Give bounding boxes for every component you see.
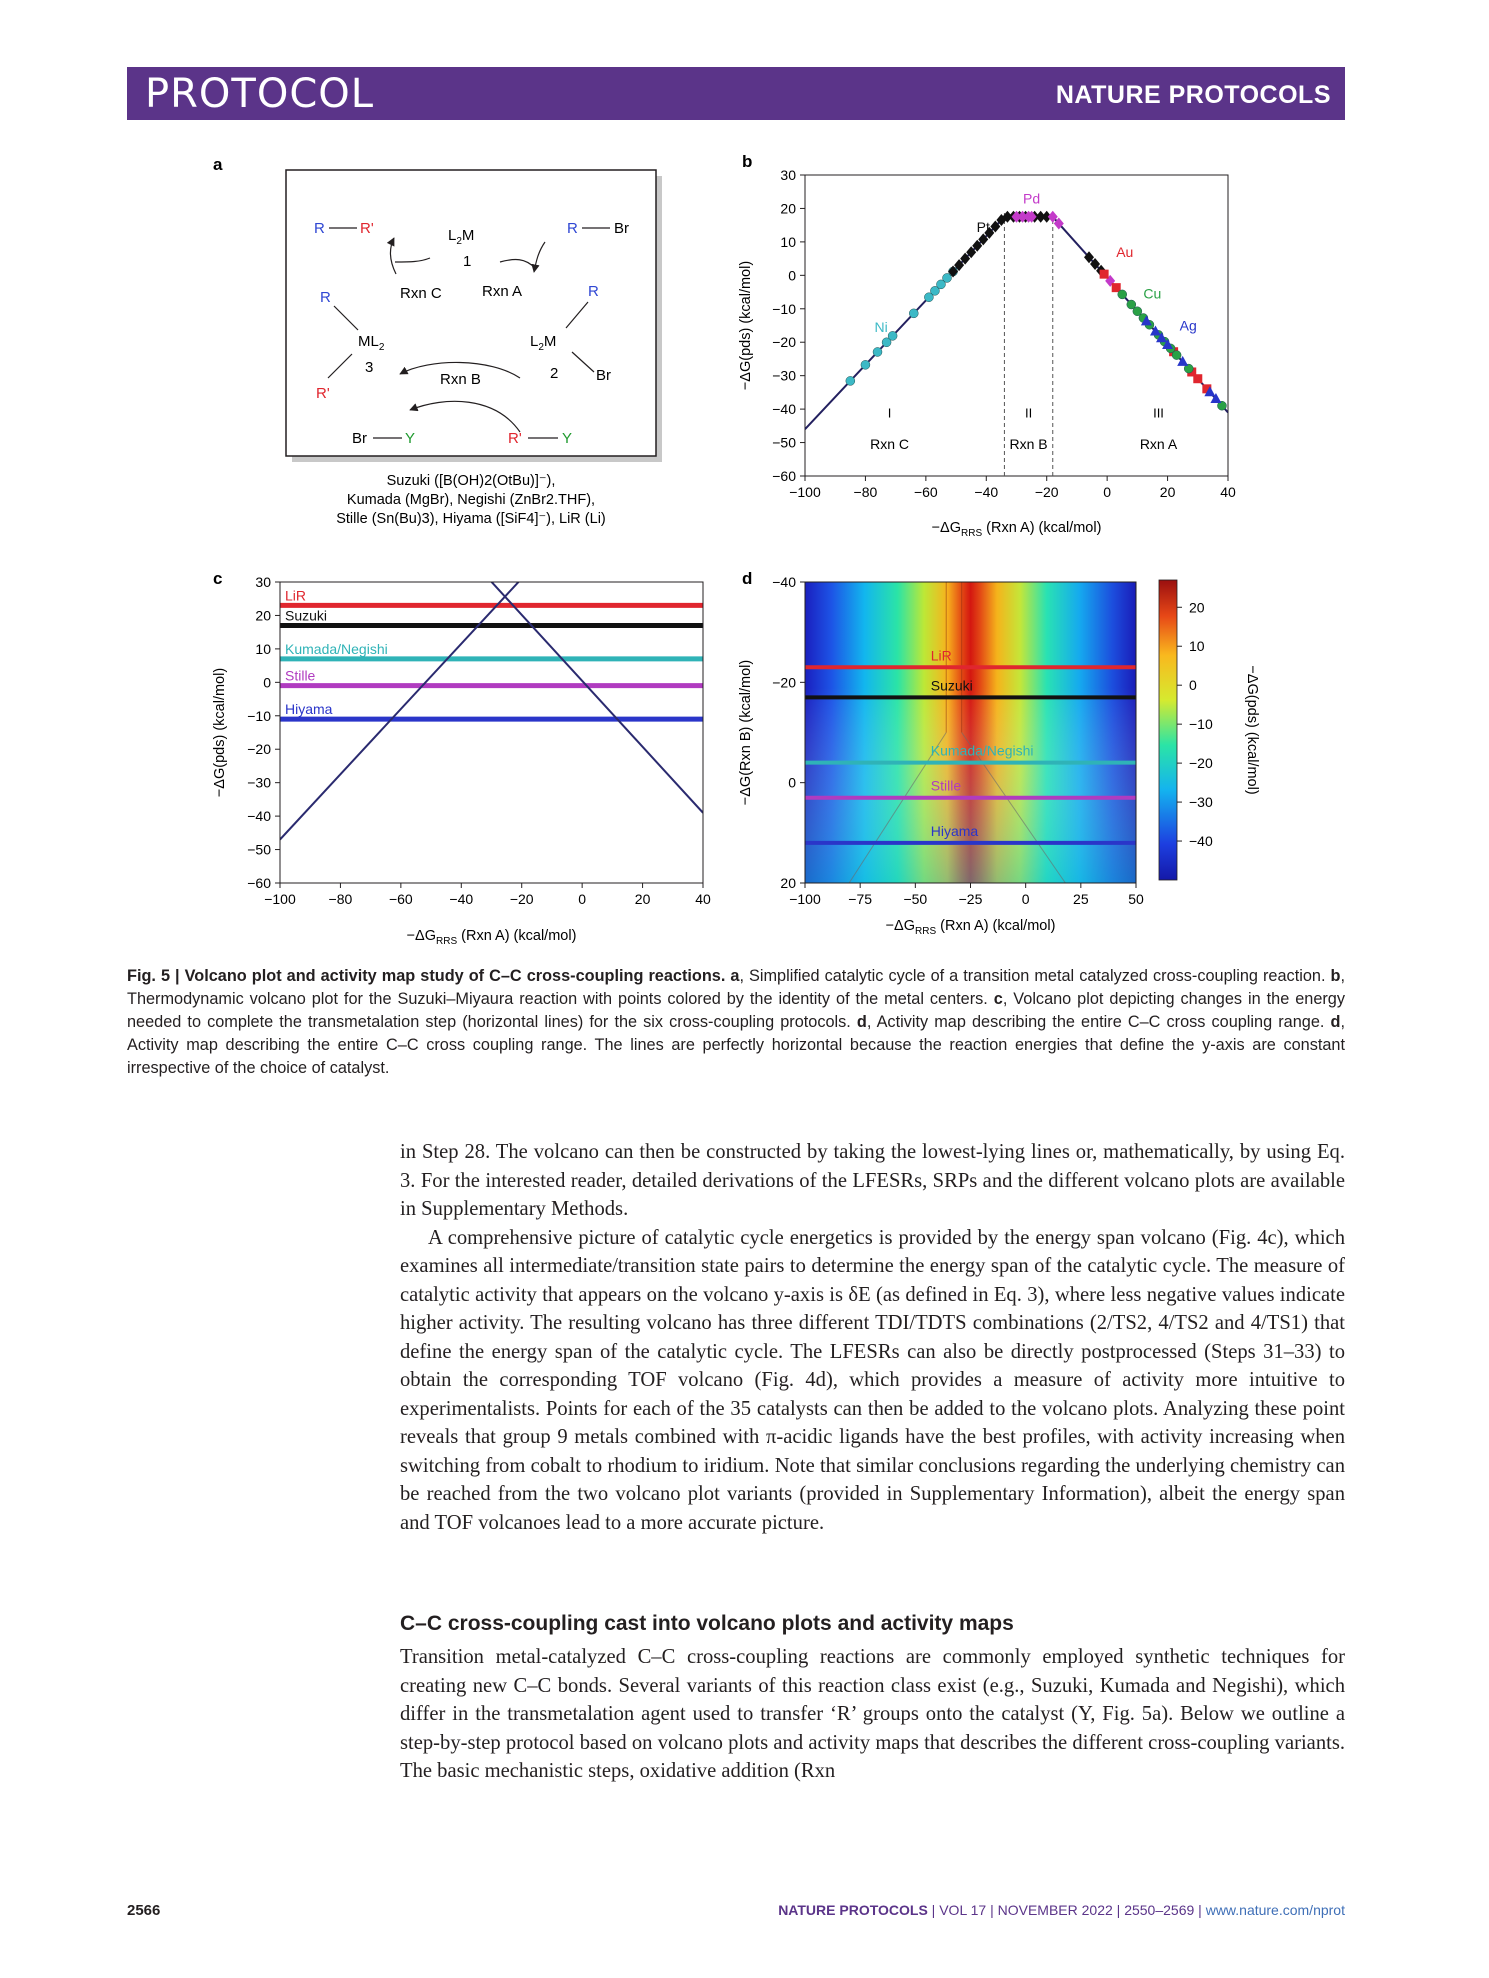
chart-b-point-ni: [846, 376, 855, 385]
section-heading: C–C cross-coupling cast into volcano plots and activity maps: [400, 1612, 1014, 1635]
chart-c-xtick-label: −60: [388, 891, 413, 907]
chart-b-point-au: [1193, 374, 1202, 383]
caption-d2-letter: d: [1330, 1013, 1341, 1031]
l2m-r-group: R: [588, 283, 599, 300]
chart-c-xtick-label: 20: [634, 891, 651, 907]
chart-d-colorbar-label: −20: [1189, 755, 1213, 772]
chart-c-ytick-label: −50: [247, 841, 271, 858]
chart-d-xlabel: $-\Delta G_{RRS}$ (Rxn A) (kcal/mol): [885, 918, 1056, 937]
chart-b-region-rxn: Rxn A: [1139, 436, 1178, 453]
panel-b-letter: b: [742, 152, 753, 171]
chart-b-region-numeral: II: [1024, 405, 1033, 421]
chart-b-ytick-label: 30: [780, 167, 796, 183]
chart-b-region-rxn: Rxn B: [1009, 436, 1048, 453]
label-rxn-c: Rxn C: [400, 285, 442, 302]
paragraph-2: A comprehensive picture of catalytic cycle energetics is provided by the energy span volcano (Fig. 4c), which examines all intermediate/transition state pairs to determine the energy span of the catalytic cycle. The measure of catalytic activity that appears on the volcano y-axis is δE (as defined in Eq. 3), where less negative values indicate higher activity. The resulting volcano has three different TDI/TDTS combinations (2/TS2, 4/TS2 and 4/TS1) that define the energy span of the catalytic cycle. The LFESRs can also be directly postprocessed (Steps 31–33) to obtain the corresponding TOF volcano (Fig. 4d), which provides a measure of activity more intuitive to experimentalists. Points for each of the 35 catalysts can then be added to the volcano plots. Analyzing these point reveals that group 9 metals combined with π-acidic ligands have the best profiles, with activity increasing when switching from cobalt to rhodium to iridium. Note that similar conclusions regarding the underlying chemistry can be reached from the two volcano plot variants (provided in Supplementary Information), albeit the energy span and TOF volcanoes lead to a more accurate picture.: [400, 1226, 1345, 1534]
caption-title: Fig. 5 | Volcano plot and activity map study of C–C cross-coupling reactions.: [127, 967, 726, 985]
paragraph-3: Transition metal-catalyzed C–C cross-coupling reactions are commonly employed synthetic techniques for creating new C–C bonds. Several variants of this reaction class exist (e.g., Suzuki, Kumada and Negishi), which differ in the transmetalation agent used to transfer ‘R’ groups onto the catalyst (Y, Fig. 5a). Below we outline a step-by-step protocol based on volcano plots and activity maps that describes the different cross-coupling variants. The basic mechanistic steps, oxidative addition (Rxn: [400, 1646, 1345, 1782]
chart-d-ytick-label: −40: [772, 574, 796, 590]
protocol-line-3: Stille (Sn(Bu)3), Hiyama ([SiF4]⁻), LiR (Li): [336, 511, 606, 527]
chart-b-region-numeral: I: [887, 405, 892, 421]
chart-d-ytick-label: 20: [780, 875, 796, 891]
chart-d-colorbar-label: 10: [1189, 638, 1205, 655]
chart-d-label-kumada-negishi: Kumada/Negishi: [930, 742, 1034, 759]
catalyst-l2m: $L_2M$: [448, 227, 475, 247]
footer-volume: VOL 17: [939, 1902, 987, 1918]
intermediate-number-3: 3: [365, 359, 374, 376]
chart-d-xtick-label: −100: [789, 891, 821, 907]
chart-d-xtick-label: −75: [848, 891, 873, 907]
byproduct-br: Br: [352, 430, 367, 447]
chart-c-ytick-label: 30: [255, 574, 271, 590]
chart-c-xlabel: $-\Delta G_{RRS}$ (Rxn A) (kcal/mol): [406, 928, 577, 947]
footer-url[interactable]: www.nature.com/nprot: [1205, 1902, 1345, 1918]
label-rxn-b: Rxn B: [440, 371, 481, 388]
aryl-br: Br: [614, 220, 629, 237]
reagent-y: Y: [562, 430, 573, 447]
footer-pages: 2550–2569: [1124, 1902, 1195, 1918]
chart-d-colorbar: [1159, 580, 1177, 880]
journal-name: NATURE PROTOCOLS: [1055, 81, 1331, 109]
chart-b-label-cu: Cu: [1143, 285, 1162, 302]
protocol-list: [336, 473, 606, 527]
aryl-r: R: [567, 220, 578, 237]
chart-b-ytick-label: −20: [772, 334, 796, 351]
section-label: PROTOCOL: [145, 71, 375, 117]
chart-d-label-lir: LiR: [930, 647, 952, 664]
chart-c-xtick-label: −40: [449, 891, 474, 907]
chart-b-point-ni: [861, 360, 870, 369]
chart-b-label-ag: Ag: [1179, 317, 1197, 334]
chart-c-xtick-label: 40: [695, 891, 711, 907]
chart-d-label-hiyama: Hiyama: [930, 822, 979, 839]
chart-b-label-pd: Pd: [1023, 190, 1041, 207]
chart-b-xtick-label: −60: [913, 484, 938, 500]
page-footer: NATURE PROTOCOLS | VOL 17 | NOVEMBER 2022 | 2550–2569 | www.nature.com/nprot: [778, 1902, 1345, 1918]
intermediate-l2m: $L_2M$: [530, 333, 557, 353]
chart-c-xtick-label: 0: [578, 891, 587, 907]
chart-c-ytick-label: 0: [263, 674, 271, 691]
reactant-r-prime: R': [360, 220, 374, 237]
chart-c-xtick-label: −80: [328, 891, 353, 907]
byproduct-y: Y: [405, 430, 416, 447]
chart-d-colorbar-label: 20: [1189, 599, 1205, 616]
chart-d-xtick-label: −50: [903, 891, 928, 907]
protocol-line-2: Kumada (MgBr), Negishi (ZnBr2.THF),: [346, 492, 596, 508]
chart-b-point-au: [1100, 270, 1109, 279]
chart-c-ytick-label: −40: [247, 808, 271, 825]
chart-c-ylabel: −ΔG(pds) (kcal/mol): [212, 667, 228, 798]
label-rxn-a: Rxn A: [482, 283, 523, 300]
chart-d-ytick-label: −20: [772, 674, 796, 691]
figure-5: [0, 0, 1489, 960]
chart-b-label-pt: Pt: [976, 218, 990, 235]
chart-d-colorbar-label: −30: [1189, 794, 1213, 811]
chart-c-label-lir: LiR: [285, 587, 307, 604]
l2m-br: Br: [596, 367, 611, 384]
protocol-line-1: Suzuki ([B(OH)2(OtBu)]⁻),: [386, 473, 556, 489]
chart-d-colorbar-label: −40: [1189, 833, 1213, 850]
ml2-r-prime: R': [316, 385, 330, 402]
chart-b-xtick-label: 0: [1103, 484, 1112, 500]
chart-c-xtick-label: −100: [264, 891, 296, 907]
chart-b-ytick-label: 20: [780, 200, 796, 217]
chart-c-label-hiyama: Hiyama: [285, 701, 333, 718]
chart-d-xtick-label: 0: [1021, 891, 1030, 907]
caption-b-letter: b: [1330, 967, 1341, 985]
caption-b-text: , Thermodynamic volcano plot for the Suzuki–Miyaura reaction with points colored by the identity of the metal centers.: [127, 967, 1345, 1008]
chart-c-ytick-label: 20: [255, 607, 271, 624]
chart-b-ytick-label: −60: [772, 468, 796, 484]
chart-d-xtick-label: −25: [958, 891, 983, 907]
chart-b-xtick-label: −40: [974, 484, 999, 500]
chart-b-point-cu: [1172, 351, 1181, 360]
chart-c-xtick-label: −20: [509, 891, 534, 907]
chart-c-ytick-label: −20: [247, 741, 271, 758]
chart-c-label-suzuki: Suzuki: [285, 607, 328, 624]
chart-c-ytick-label: −60: [247, 875, 271, 891]
intermediate-number-2: 2: [550, 365, 559, 382]
panel-a-letter: a: [213, 155, 223, 174]
chart-b: [738, 167, 1236, 539]
chart-b-point-cu: [1118, 290, 1127, 299]
chart-c-ytick-label: −10: [247, 707, 271, 724]
chart-c-label-stille: Stille: [285, 667, 316, 684]
intermediate-ml2: $ML_2$: [358, 333, 385, 353]
ml2-r-group: R: [320, 289, 331, 306]
chart-d-label-stille: Stille: [930, 777, 962, 794]
chart-d-colorbar-label: 0: [1189, 677, 1197, 694]
chart-b-point-ni: [888, 331, 897, 340]
body-text-lower: [400, 1643, 1345, 1786]
chart-c-label-kumada-negishi: Kumada/Negishi: [285, 640, 388, 657]
chart-b-point-ni: [873, 347, 882, 356]
chart-b-ylabel: −ΔG(pds) (kcal/mol): [738, 260, 754, 391]
chart-c: [212, 572, 711, 947]
chart-b-label-ni: Ni: [874, 319, 888, 336]
chart-b-volcano-line: [805, 217, 1228, 429]
chart-d-colorbar-title: −ΔG(pds) (kcal/mol): [1244, 665, 1260, 795]
chart-b-ytick-label: −10: [772, 300, 796, 317]
figure-caption: [127, 965, 1345, 1080]
chart-b-ytick-label: −50: [772, 434, 796, 451]
caption-d1-text: , Activity map describing the entire C–C cross coupling range.: [866, 1013, 1325, 1031]
chart-b-xtick-label: −100: [789, 484, 821, 500]
chart-b-point-ni: [909, 309, 918, 318]
chart-b-region-numeral: III: [1153, 405, 1164, 421]
caption-c-text: , Volcano plot depicting changes in the energy needed to complete the transmetalation step (horizontal lines) for the six cross-coupling protocols.: [127, 990, 1345, 1031]
chart-d-xtick-label: 25: [1073, 891, 1089, 907]
footer-month: NOVEMBER 2022: [997, 1902, 1113, 1918]
paragraph-1: in Step 28. The volcano can then be constructed by taking the lowest-lying lines or, mathematically, by using Eq. 3. For the interested reader, detailed derivations of the LFESRs, SRPs and the different volcano plots are available in Supplementary Methods.: [400, 1141, 1345, 1220]
reactant-r: R: [314, 220, 325, 237]
body-text-upper: [400, 1138, 1345, 1537]
chart-b-ytick-label: −40: [772, 401, 796, 418]
chart-b-xtick-label: 20: [1159, 484, 1176, 500]
chart-b-xlabel: $-\Delta G_{RRS}$ (Rxn A) (kcal/mol): [931, 520, 1102, 539]
chart-d-label-suzuki: Suzuki: [930, 677, 973, 694]
page-number: 2566: [127, 1902, 161, 1919]
panel-c-letter: c: [213, 569, 223, 588]
caption-d1-letter: d: [856, 1013, 867, 1031]
chart-b-xtick-label: −20: [1034, 484, 1059, 500]
chart-b-region-rxn: Rxn C: [870, 436, 910, 453]
caption-d2-text: , Activity map describing the entire C–C cross coupling range. The lines are perfectly horizontal because the reaction energies that define the y-axis are constant irrespective of the choice of catalyst.: [127, 1013, 1345, 1077]
chart-b-label-au: Au: [1116, 243, 1134, 260]
chart-d: [738, 574, 1260, 937]
caption-a-letter: a: [730, 967, 740, 985]
catalytic-cycle-box: [286, 170, 662, 462]
chart-d-ytick-label: 0: [788, 774, 796, 791]
chart-b-xtick-label: 40: [1220, 484, 1236, 500]
chart-b-ytick-label: −30: [772, 367, 796, 384]
chart-c-ytick-label: 10: [255, 640, 271, 657]
chart-d-xtick-label: 50: [1128, 891, 1144, 907]
chart-c-ytick-label: −30: [247, 774, 271, 791]
caption-c-letter: c: [993, 990, 1003, 1008]
chart-b-ytick-label: 0: [788, 267, 796, 284]
chart-b-xtick-label: −80: [853, 484, 878, 500]
catalyst-number-1: 1: [463, 253, 472, 270]
reagent-r-prime: R': [508, 430, 522, 447]
chart-b-ytick-label: 10: [780, 233, 796, 250]
panel-d-letter: d: [742, 569, 753, 588]
chart-d-ylabel: −ΔG(Rxn B) (kcal/mol): [738, 659, 754, 806]
footer-journal: NATURE PROTOCOLS: [778, 1902, 928, 1918]
chart-d-colorbar-label: −10: [1189, 716, 1213, 733]
caption-a-text: , Simplified catalytic cycle of a transition metal catalyzed cross-coupling reaction.: [739, 967, 1326, 985]
